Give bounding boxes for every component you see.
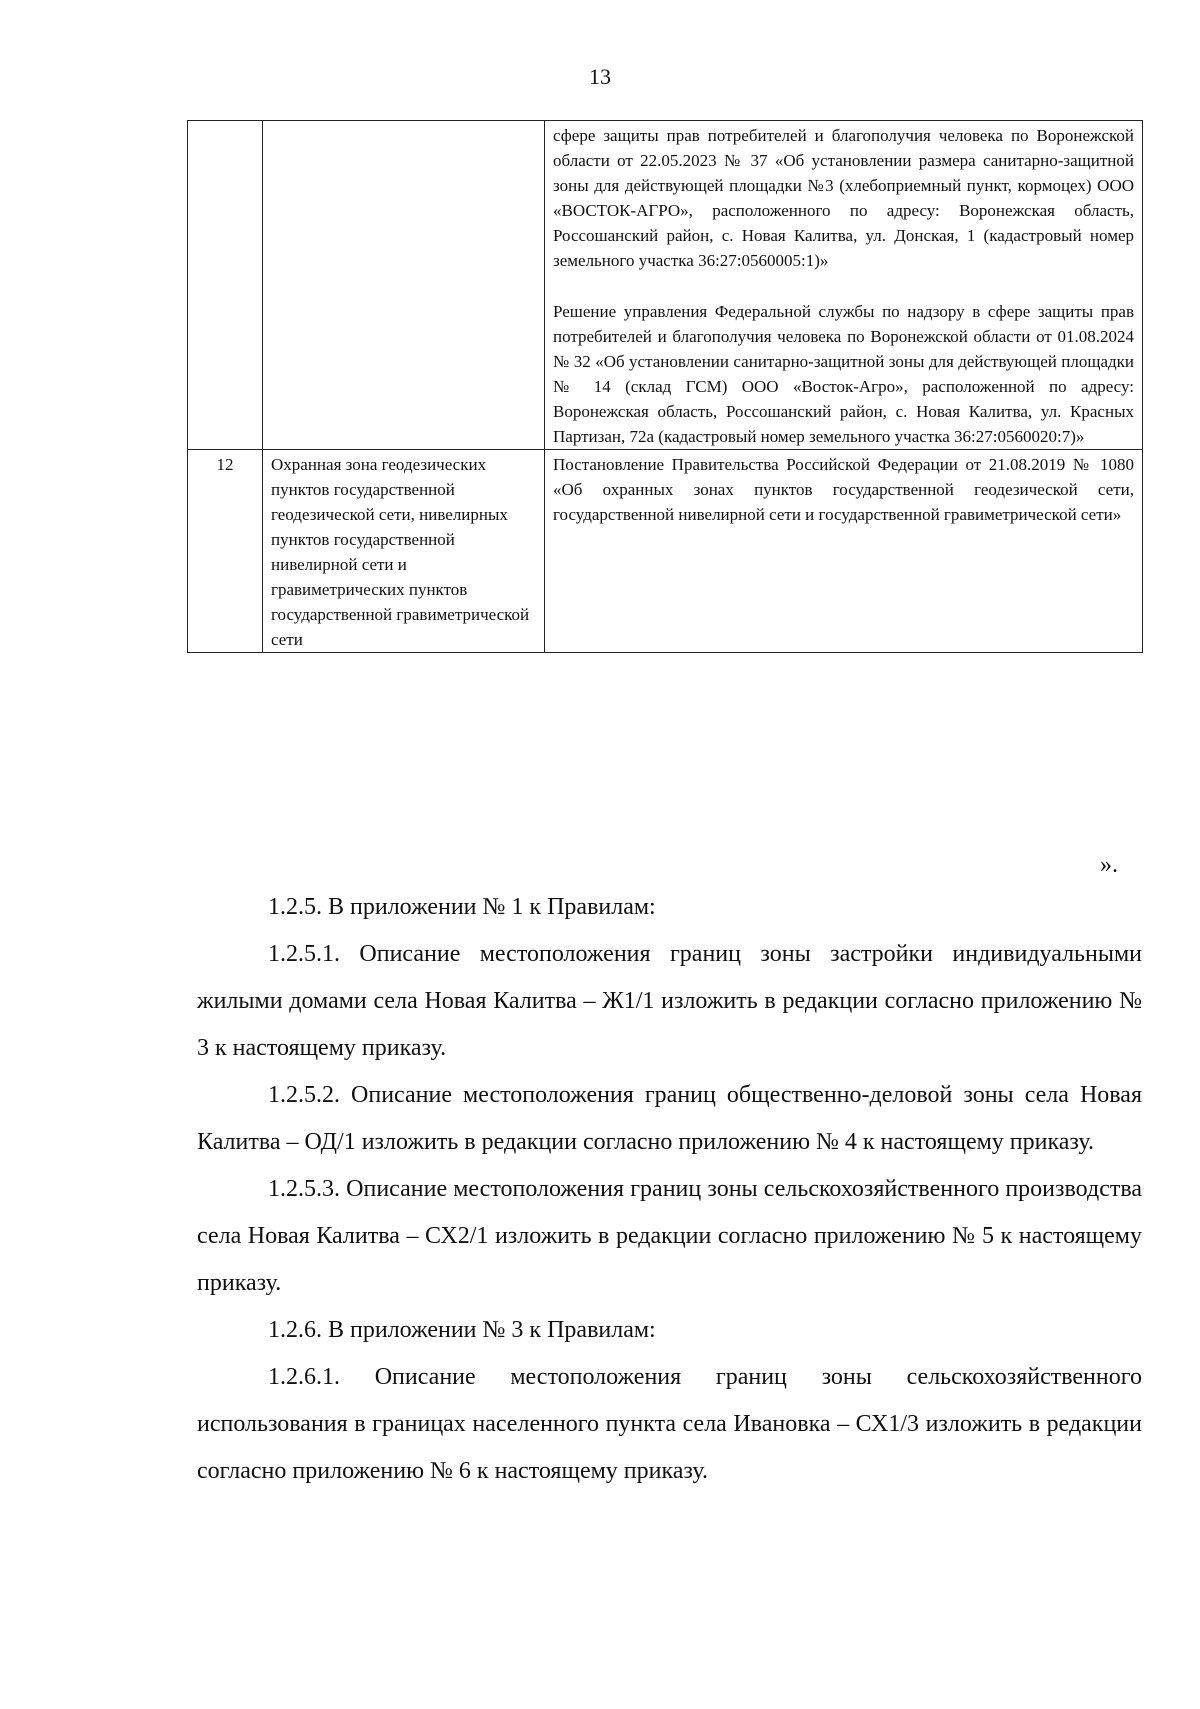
zone-name-cell	[263, 121, 545, 450]
legal-basis-paragraph: сфере защиты прав потребителей и благополучия человека по Воронежской области от 22.05.2023 № 37 «Об установлении размера санитарно-защитной зоны для действующей площадки №3 (хлебоприемный пункт, кормоцех) ООО «ВОСТОК-АГРО», расположенного по адресу: Воронежская область, Россошанский район, с. Новая Калитва, ул. Донская, 1 (кадастровый номер земельного участка 36:27:0560005:1)»	[553, 126, 1134, 270]
zone-name-cell: Охранная зона геодезических пунктов государственной геодезической сети, нивелирных пунктов государственной нивелирной сети и гравиметрических пунктов государственной гравиметрической сети	[263, 450, 545, 653]
body-paragraph: 1.2.5.1. Описание местоположения границ зоны застройки индивидуальными жилыми домами села Новая Калитва – Ж1/1 изложить в редакции согласно приложению № 3 к настоящему приказу.	[197, 941, 1142, 1061]
legal-basis-cell	[545, 450, 1143, 653]
page-number: 13	[589, 64, 611, 89]
row-number-cell	[188, 121, 263, 450]
legal-basis-cell	[545, 121, 1143, 450]
table-row	[188, 450, 1143, 653]
body-paragraph: 1.2.5.3. Описание местоположения границ зоны сельскохозяйственного производства села Новая Калитва – СХ2/1 изложить в редакции согласно приложению № 5 к настоящему приказу.	[197, 1176, 1142, 1296]
zones-table	[187, 120, 1143, 653]
legal-basis-paragraph: Решение управления Федеральной службы по надзору в сфере защиты прав потребителей и благополучия человека по Воронежской области от 01.08.2024 № 32 «Об установлении санитарно-защитной зоны для действующей площадки № 14 (склад ГСМ) ООО «Восток-Агро», расположенной по адресу: Воронежская область, Россошанский район, с. Новая Калитва, ул. Красных Партизан, 72а (кадастровый номер земельного участка 36:27:0560020:7)»	[553, 302, 1134, 446]
closing-quote: ».	[1100, 852, 1118, 878]
body-paragraph: 1.2.6.1. Описание местоположения границ зоны сельскохозяйственного использования в границах населенного пункта села Ивановка – СХ1/3 изложить в редакции согласно приложению № 6 к настоящему приказу.	[197, 1364, 1142, 1484]
table-row	[188, 121, 1143, 450]
body-text	[197, 884, 1142, 1495]
paragraph-spacer	[553, 273, 1134, 299]
body-paragraph: 1.2.5.2. Описание местоположения границ общественно-деловой зоны села Новая Калитва – ОД/1 изложить в редакции согласно приложению № 4 к настоящему приказу.	[197, 1082, 1142, 1155]
legal-basis-paragraph: Постановление Правительства Российской Федерации от 21.08.2019 № 1080 «Об охранных зонах пунктов государственной геодезической сети, государственной нивелирной сети и государственной гравиметрической сети»	[553, 455, 1134, 524]
body-paragraph: 1.2.5. В приложении № 1 к Правилам:	[268, 894, 656, 920]
row-number-cell: 12	[188, 450, 263, 653]
body-paragraph: 1.2.6. В приложении № 3 к Правилам:	[268, 1317, 656, 1343]
